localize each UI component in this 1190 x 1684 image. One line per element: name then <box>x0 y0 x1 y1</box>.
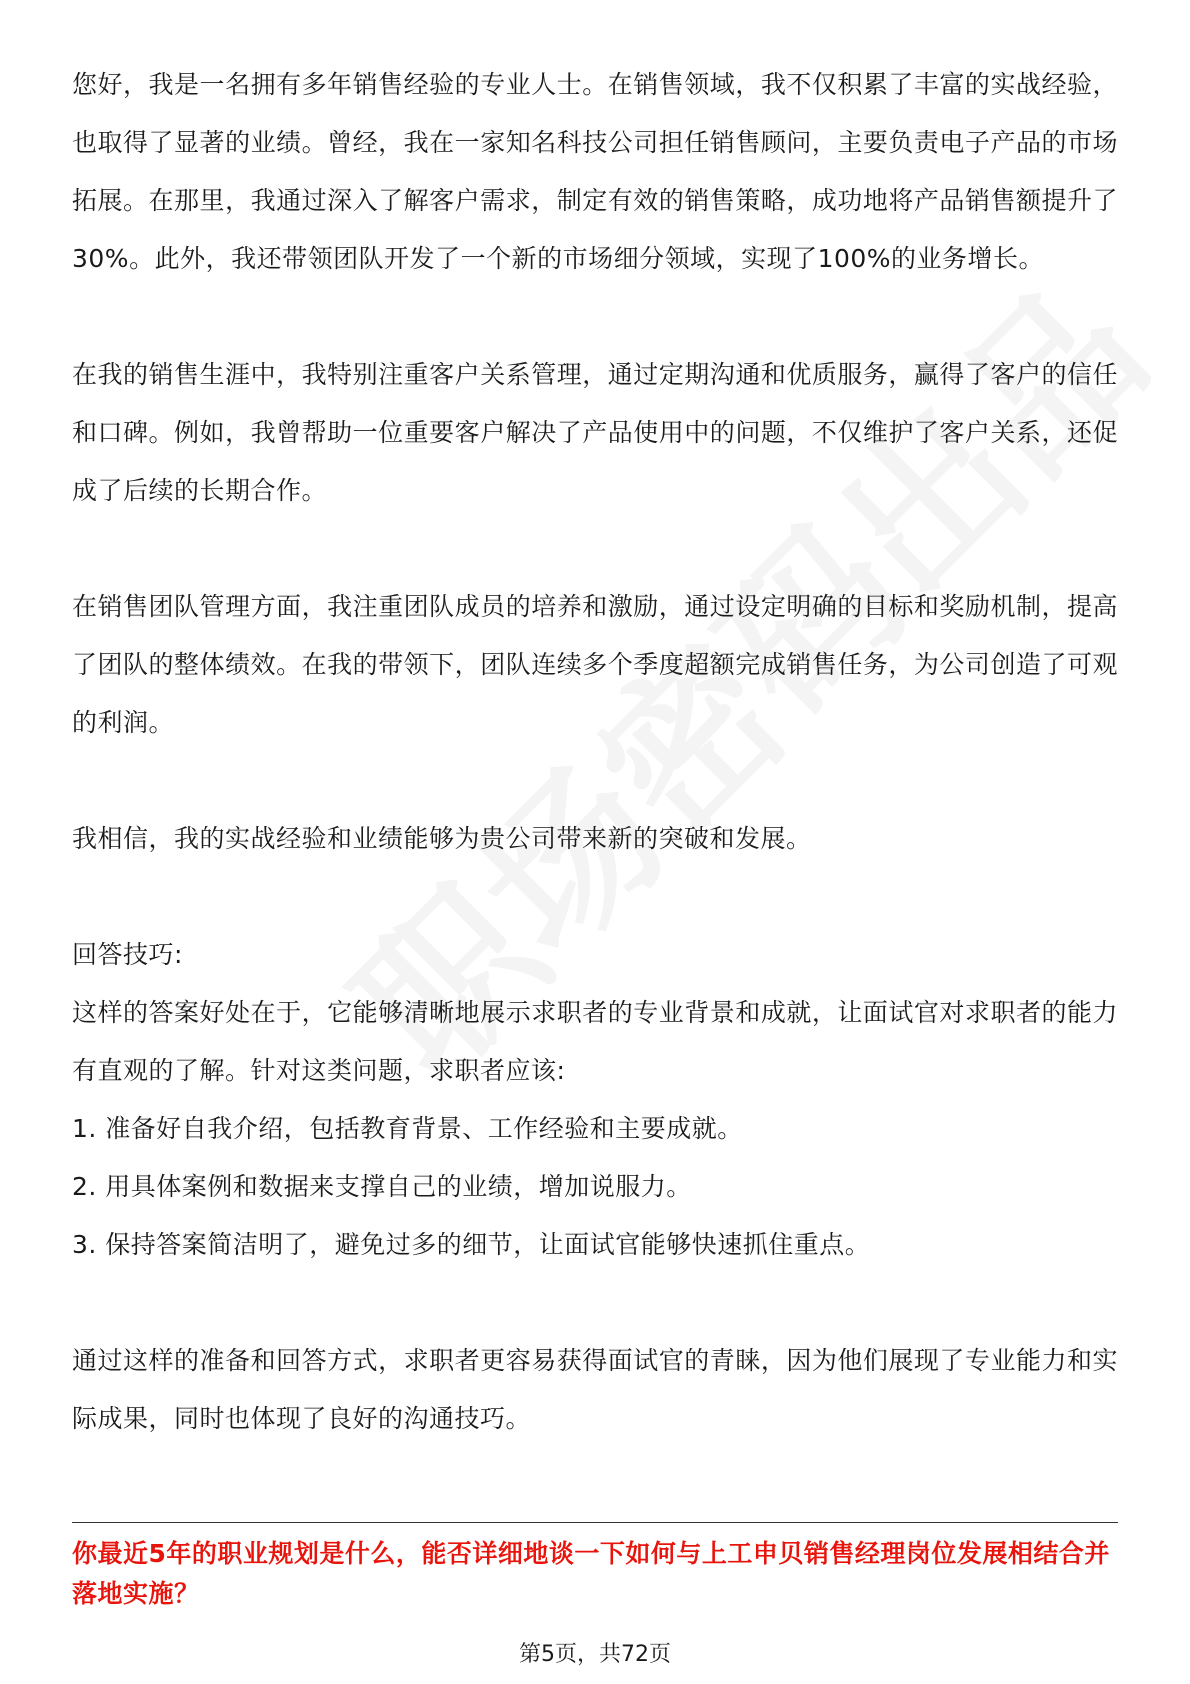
next-question-heading: 你最近5年的职业规划是什么，能否详细地谈一下如何与上工申贝销售经理岗位发展相结合并落地实施？ <box>72 1539 1110 1608</box>
tips-item-1: 1. 准备好自我介绍，包括教育背景、工作经验和主要成就。 <box>72 1114 743 1143</box>
answer-paragraph-1: 您好，我是一名拥有多年销售经验的专业人士。在销售领域，我不仅积累了丰富的实战经验，也取得了显著的业绩。曾经，我在一家知名科技公司担任销售顾问，主要负责电子产品的市场拓展。在那里，我通过深入了解客户需求，制定有效的销售策略，成功地将产品销售额提升了30%。此外，我还带领团队开发了一个新的市场细分领域，实现了100%的业务增长。 <box>72 70 1118 273</box>
answer-paragraph-3: 在销售团队管理方面，我注重团队成员的培养和激励，通过设定明确的目标和奖励机制，提高了团队的整体绩效。在我的带领下，团队连续多个季度超额完成销售任务，为公司创造了可观的利润。 <box>72 592 1118 737</box>
page-number: 第5页，共72页 <box>519 1642 671 1667</box>
tips-item-3: 3. 保持答案简洁明了，避免过多的细节，让面试官能够快速抓住重点。 <box>72 1230 871 1259</box>
answer-content <box>72 56 1118 1448</box>
tips-intro: 这样的答案好处在于，它能够清晰地展示求职者的专业背景和成就，让面试官对求职者的能力有直观的了解。针对这类问题，求职者应该: <box>72 998 1118 1085</box>
answer-paragraph-2: 在我的销售生涯中，我特别注重客户关系管理，通过定期沟通和优质服务，赢得了客户的信任和口碑。例如，我曾帮助一位重要客户解决了产品使用中的问题，不仅维护了客户关系，还促成了后续的长期合作。 <box>72 360 1118 505</box>
tips-conclusion: 通过这样的准备和回答方式，求职者更容易获得面试官的青睐，因为他们展现了专业能力和实际成果，同时也体现了良好的沟通技巧。 <box>72 1346 1118 1433</box>
section-divider <box>72 1522 1118 1523</box>
tips-item-2: 2. 用具体案例和数据来支撑自己的业绩，增加说服力。 <box>72 1172 692 1201</box>
tips-heading: 回答技巧: <box>72 940 183 969</box>
tips-section <box>72 926 1118 1448</box>
answer-paragraph-4: 我相信，我的实战经验和业绩能够为贵公司带来新的突破和发展。 <box>72 824 812 853</box>
